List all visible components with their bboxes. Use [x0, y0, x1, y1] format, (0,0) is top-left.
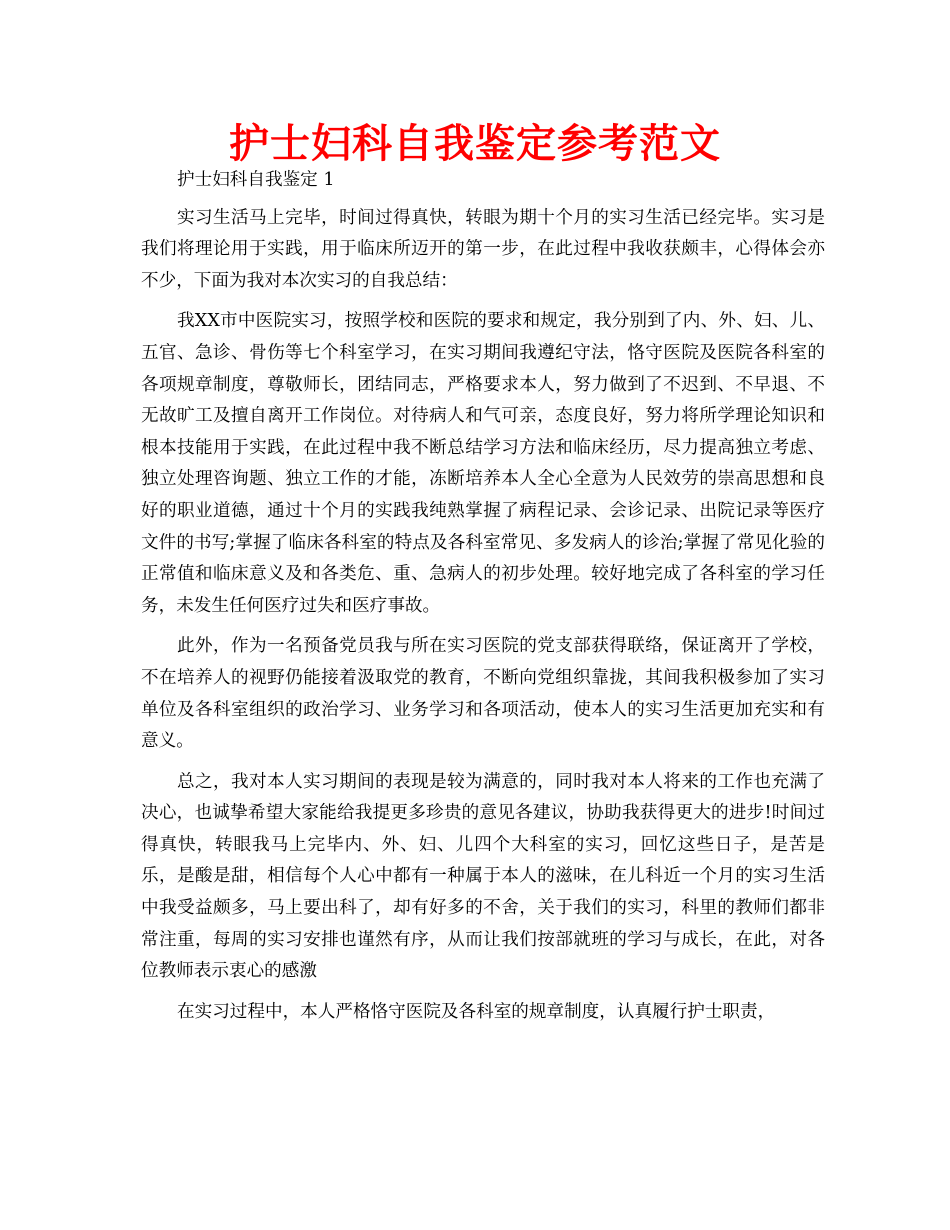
- document-body: [141, 165, 825, 1037]
- section-heading: 护士妇科自我鉴定 1: [177, 170, 335, 190]
- document-title: 护士妇科自我鉴定参考范文: [229, 121, 721, 167]
- paragraph-3: 此外，作为一名预备党员我与所在实习医院的党支部获得联络，保证离开了学校，不在培养人的视野仍能接着汲取党的教育，不断向党组织靠拢，其间我积极参加了实习单位及各科室组织的政治学习、业务学习和各项活动，使本人的实习生活更加充实和有意义。: [141, 636, 825, 752]
- paragraph-2: 我XX市中医院实习，按照学校和医院的要求和规定，我分别到了内、外、妇、儿、五官、急诊、骨伤等七个科室学习，在实习期间我遵纪守法，恪守医院及医院各科室的各项规章制度，尊敬师长，团结同志，严格要求本人，努力做到了不迟到、不早退、不无故旷工及擅自离开工作岗位。对待病人和气可亲，态度良好，努力将所学理论知识和根本技能用于实践，在此过程中我不断总结学习方法和临床经历，尽力提高独立考虑、独立处理咨询题、独立工作的才能，冻断培养本人全心全意为人民效劳的崇高思想和良好的职业道德，通过十个月的实践我纯熟掌握了病程记录、会诊记录、出院记录等医疗文件的书写;掌握了临床各科室的特点及各科室常见、多发病人的诊治;掌握了常见化验的正常值和临床意义及和各类危、重、急病人的初步处理。较好地完成了各科室的学习任务，未发生任何医疗过失和医疗事故。: [141, 311, 825, 616]
- paragraph-1: 实习生活马上完毕，时间过得真快，转眼为期十个月的实习生活已经完毕。实习是我们将理论用于实践，用于临床所迈开的第一步，在此过程中我收获颇丰，心得体会亦不少，下面为我对本次实习的自我总结：: [141, 207, 825, 291]
- paragraph-5: 在实习过程中，本人严格恪守医院及各科室的规章制度，认真履行护士职责，: [177, 1001, 776, 1022]
- paragraph-4: 总之，我对本人实习期间的表现是较为满意的，同时我对本人将来的工作也充满了决心，也诚挚希望大家能给我提更多珍贵的意见各建议，协助我获得更大的进步!时间过得真快，转眼我马上完毕内、外、妇、儿四个大科室的实习，回忆这些日子，是苦是乐，是酸是甜，相信每个人心中都有一种属于本人的滋味，在儿科近一个月的实习生活中我受益颇多，马上要出科了，却有好多的不舍，关于我们的实习，科里的教师们都非常注重，每周的实习安排也谨然有序，从而让我们按部就班的学习与成长，在此，对各位教师表示衷心的感激: [141, 771, 825, 982]
